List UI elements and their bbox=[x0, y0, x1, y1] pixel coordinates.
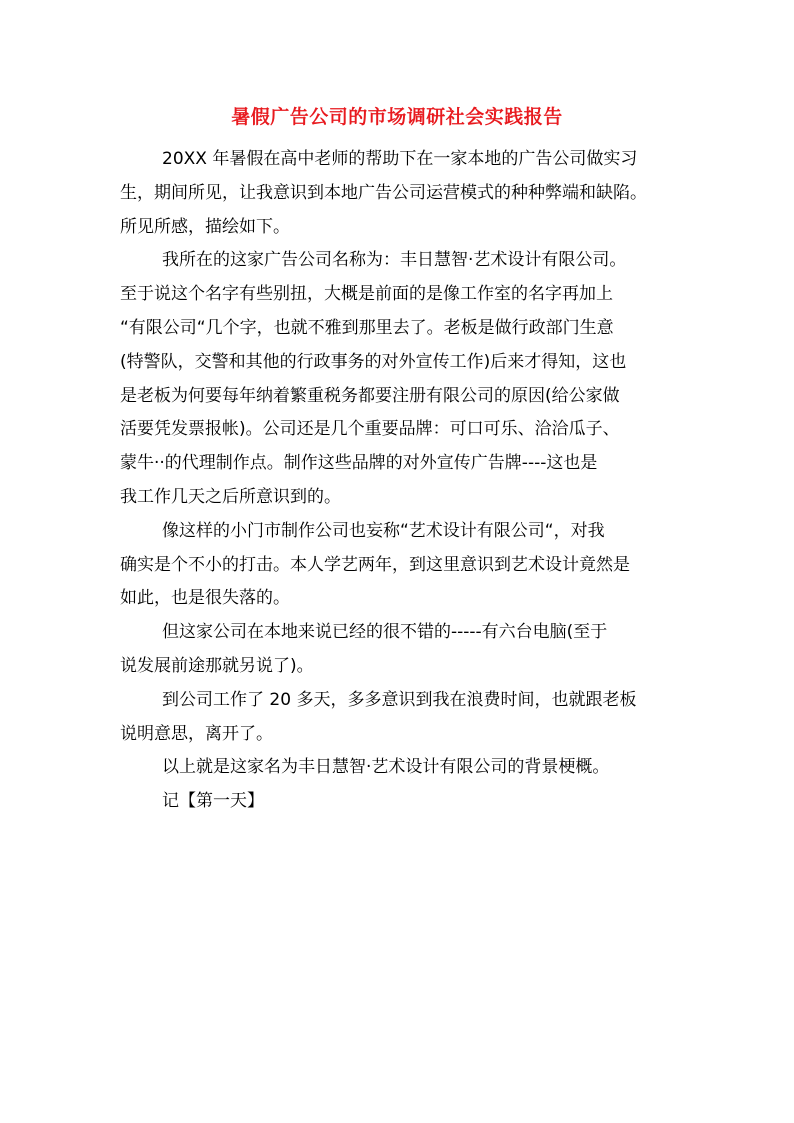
paragraph-line: 到公司工作了 20 多天，多多意识到我在浪费时间，也就跟老板 bbox=[162, 689, 637, 710]
paragraph-line: 至于说这个名字有些别扭，大概是前面的是像工作室的名字再加上 bbox=[120, 284, 613, 305]
paragraph-line: 我工作几天之后所意识到的。 bbox=[120, 486, 341, 507]
paragraph-line: 说明意思，离开了。 bbox=[120, 723, 273, 744]
paragraph-line: 生，期间所见，让我意识到本地广告公司运营模式的种种弊端和缺陷。 bbox=[120, 182, 647, 203]
document-body bbox=[120, 143, 680, 819]
paragraph-line: 如此，也是很失落的。 bbox=[120, 588, 290, 609]
paragraph-line: “有限公司“几个字，也就不雅到那里去了。老板是做行政部门生意 bbox=[120, 317, 614, 338]
paragraph-line: 像这样的小门市制作公司也妄称“艺术设计有限公司“，对我 bbox=[162, 520, 605, 541]
paragraph-line: 说发展前途那就另说了)。 bbox=[120, 655, 314, 676]
document-title: 暑假广告公司的市场调研社会实践报告 bbox=[231, 106, 563, 128]
paragraph-line: 20XX 年暑假在高中老师的帮助下在一家本地的广告公司做实习 bbox=[162, 149, 638, 169]
paragraph-line: (特警队，交警和其他的行政事务的对外宣传工作)后来才得知，这也 bbox=[120, 351, 627, 372]
paragraph-line: 以上就是这家名为丰日慧智·艺术设计有限公司的背景梗概。 bbox=[162, 757, 610, 778]
paragraph-line: 确实是个不小的打击。本人学艺两年，到这里意识到艺术设计竟然是 bbox=[120, 554, 630, 575]
paragraph-line: 所见所感，描绘如下。 bbox=[120, 216, 290, 237]
section-heading: 记【第一天】 bbox=[162, 791, 264, 812]
paragraph-line: 我所在的这家广告公司名称为：丰日慧智·艺术设计有限公司。 bbox=[162, 250, 627, 271]
paragraph-line: 但这家公司在本地来说已经的很不错的-----有六台电脑(至于 bbox=[162, 622, 608, 643]
paragraph-line: 活要凭发票报帐)。公司还是几个重要品牌：可口可乐、洽洽瓜子、 bbox=[120, 419, 620, 440]
paragraph-line: 是老板为何要每年纳着繁重税务都要注册有限公司的原因(给公家做 bbox=[120, 385, 620, 406]
paragraph-line: 蒙牛··的代理制作点。制作这些品牌的对外宣传广告牌----这也是 bbox=[120, 453, 598, 474]
